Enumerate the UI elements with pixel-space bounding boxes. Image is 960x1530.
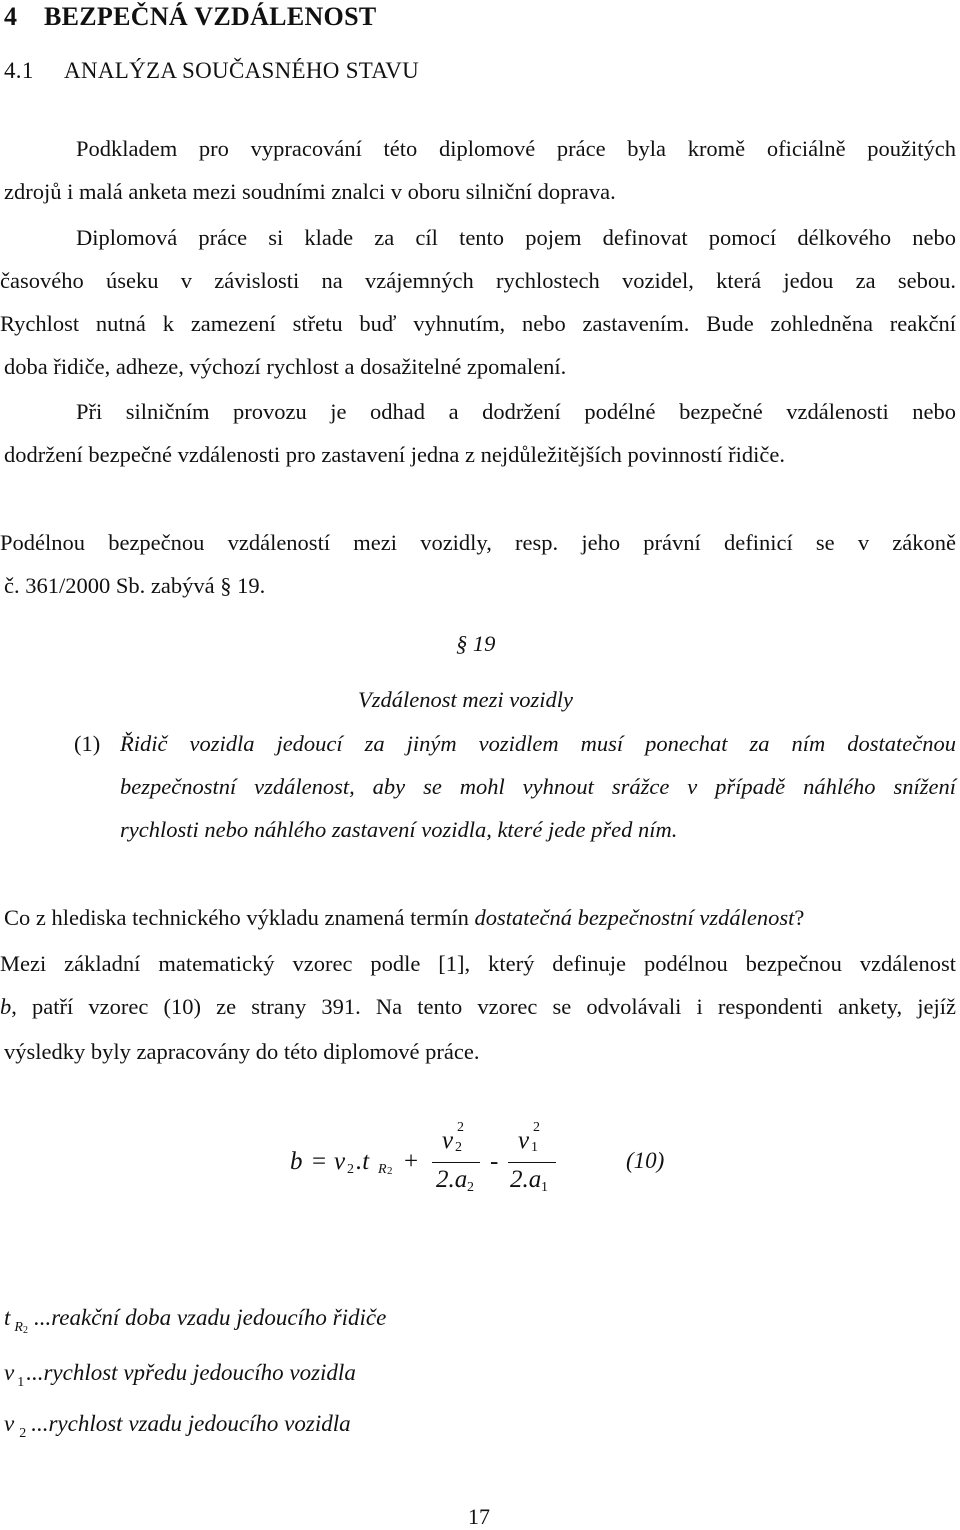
fraction-numerator: v [518,1127,530,1154]
legend-item [4,1305,386,1336]
paragraph-line: dodržení bezpečné vzdálenosti pro zastavení jedna z nejdůležitějších povinností řidiče. [4,442,785,467]
legend-symbol: v [4,1411,15,1436]
paragraph-line: Podkladem pro vypracování této diplomové práce byla kromě oficiálně použitých [76,136,956,161]
paragraph-line: Rychlost nutná k zamezení střetu buď vyhnutím, nebo zastavením. Bude zohledněna reakční [0,311,956,336]
formula-sup: 2 [533,1120,540,1135]
paragraph-line: doba řidiče, adheze, výchozí rychlost a dosažitelné zpomalení. [4,354,567,379]
law-text-line: bezpečnostní vzdálenost, aby se mohl vyhnout srážce v případě náhlého snížení [120,774,956,799]
formula-sub: 2 [347,1162,354,1177]
chapter-title: BEZPEČNÁ VZDÁLENOST [44,2,377,31]
law-text-line: Řidič vozidla jedoucí za jiným vozidlem musí ponechat za ním dostatečnou [120,731,956,756]
formula-sub: 1 [541,1180,548,1195]
variable-b: b [0,994,12,1019]
formula-sub: 2 [387,1165,393,1177]
fraction-numerator: v [442,1127,454,1154]
section-number: 4.1 [4,58,34,83]
paragraph-line [0,994,956,1020]
legend-symbol: v [4,1360,15,1385]
formula-sup: 2 [457,1120,464,1135]
legend-sub: 1 [17,1375,25,1390]
paragraph-line: Mezi základní matematický vzorec podle [1], který definuje podélnou bezpečnou vzdálenost [0,951,956,976]
formula-equals: = [312,1148,327,1175]
formula-v: v [334,1148,346,1175]
text-run: Co z hlediska technického výkladu znamená termín [4,905,475,930]
paragraph-line: výsledky byly zapracovány do této diplomové práce. [4,1039,480,1064]
fraction-bar [432,1162,480,1163]
formula-sub: 2 [467,1180,474,1195]
formula-minus: - [490,1148,499,1175]
law-item-number: (1) [74,731,101,756]
paragraph-line [4,905,804,931]
formula-sub: R [378,1162,387,1177]
section-heading [4,58,419,84]
paragraph-line: zdrojů i malá anketa mezi soudními znalci v oboru silniční doprava. [4,179,616,204]
law-section-title: Vzdálenost mezi vozidly [358,687,573,712]
paragraph-line: č. 361/2000 Sb. zabývá § 19. [4,573,266,598]
legend-symbol: t [4,1305,11,1330]
fraction-denominator: 2.a [436,1166,468,1193]
section-title: ANALÝZA SOUČASNÉHO STAVU [64,58,420,83]
paragraph-line: Diplomová práce si klade za cíl tento pojem definovat pomocí délkového nebo [76,225,956,250]
formula-t: .t [356,1148,370,1175]
fraction-denominator: 2.a [510,1166,542,1193]
legend-sub: R [14,1320,23,1335]
formula-sub: 1 [531,1140,538,1155]
legend-subsub: 2 [22,1325,28,1336]
formula-block [0,1120,960,1210]
text-run: ? [794,905,805,930]
law-text-line: rychlosti nebo náhlého zastavení vozidla, které jede před ním. [120,817,678,842]
emphasized-term: dostatečná bezpečnostní vzdálenost [474,905,795,930]
legend-text: ...rychlost vzadu jedoucího vozidla [31,1411,351,1436]
legend-item [4,1411,351,1442]
chapter-number: 4 [4,2,18,31]
formula-plus: + [404,1148,419,1175]
formula-lhs: b [290,1148,303,1175]
chapter-heading [4,2,376,32]
legend-text: ...reakční doba vzadu jedoucího řidiče [33,1305,387,1330]
paragraph-line: Podélnou bezpečnou vzdáleností mezi vozidly, resp. jeho právní definicí se v zákoně [0,530,956,555]
formula-sub: 2 [455,1140,462,1155]
legend-text: ...rychlost vpředu jedoucího vozidla [26,1360,356,1385]
legend-item [4,1360,356,1391]
text-run: , patří vzorec (10) ze strany 391. Na tento vzorec se odvolávali i respondenti ankety, jejíž [11,994,956,1019]
formula-label: (10) [626,1148,665,1173]
law-section-number: § 19 [456,631,496,656]
paragraph-line: Při silničním provozu je odhad a dodržení podélné bezpečné vzdálenosti nebo [76,399,956,424]
legend-sub: 2 [19,1426,27,1441]
paragraph-line: časového úseku v závislosti na vzájemných rychlostech vozidel, která jedou za sebou. [0,268,956,293]
page-number: 17 [468,1504,490,1529]
fraction-bar [508,1162,556,1163]
